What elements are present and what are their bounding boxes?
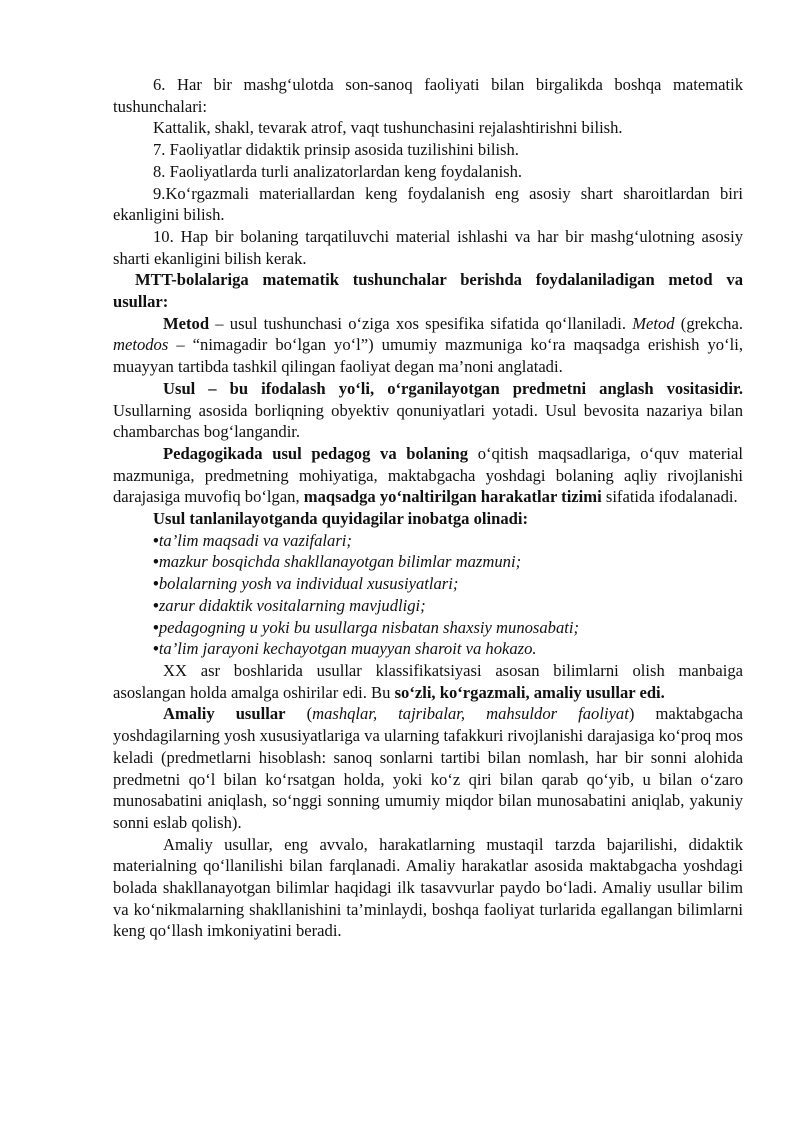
bullet-item: •pedagogning u yoki bu usullarga nisbatan shaxsiy munosabati;: [153, 617, 580, 637]
bullet-icon: •: [153, 530, 159, 550]
metod-paragraph: [113, 313, 743, 378]
metod-term-italic: Metod: [632, 313, 675, 333]
list-item-10: 10. Hap bir bolaning tarqatiluvchi material ishlashi va har bir mashg‘ulotning asosiy sharti ekanligini bilish kerak.: [113, 226, 743, 268]
xx-bold: so‘zli, ko‘rgazmali, amaliy usullar edi.: [394, 682, 665, 702]
metod-term: Metod: [163, 313, 210, 333]
pedagogika-text-1: o‘qitish maqsadlariga, o‘quv material mazmuniga, predmetning mohiyatiga, maktabgacha yoshdagi bolaning aqliy rivojlanishi darajasiga muvofiq bo‘lgan,: [113, 443, 743, 507]
amaliy-text: ) maktabgacha yoshdagilarning yosh xususiyatlariga va ularning tafakkuri rivojlanishi darajasiga ko‘proq mos keladi (predmetlarni hisoblash: sanoq sonlarni tartibi bilan nomlash, har bir sonni alohida predmetni qo‘l bilan ko‘rsatgan holda, yoki ko‘z qiri bilan qarab qo‘yib, u bilan o‘zaro munosabatini aniqlash, so‘nggi sonning umumiy miqdor bilan munosabatini aniqlab, yakuniy sonni eslab qolish).: [113, 704, 743, 832]
list-item-kattalik: Kattalik, shakl, tevarak atrof, vaqt tushunchasini rejalashtirishni bilish.: [153, 118, 623, 138]
usul-paragraph: [113, 378, 743, 443]
list-item-8: 8. Faoliyatlarda turli analizatorlardan keng foydalanish.: [153, 161, 523, 181]
bullet-item: •zarur didaktik vositalarning mavjudligi;: [153, 595, 426, 615]
xx-text: XX asr boshlarida usullar klassifikatsiyasi asosan bilimlarni olish manbaiga asoslangan holda amalga oshirilar edi. Bu: [113, 660, 743, 702]
document-page: [113, 74, 743, 942]
bullet-item: •mazkur bosqichda shakllanayotgan bilimlar mazmuni;: [153, 552, 522, 572]
amaliy-paragraph: Amaliy usullar (mashqlar, tajribalar, mahsuldor faoliyat) maktabgacha yoshdagilarning yosh xususiyatlariga va ularning tafakkuri rivojlanishi darajasiga ko‘proq mos keladi (predmetlarni hisoblash: sanoq sonlarni tartibi bilan nomlash, har bir sonni alohida predmetni qo‘l bilan ko‘rsatgan holda, yoki ko‘z qiri bilan qarab qo‘yib, u bilan o‘zaro munosabatini aniqlash, so‘nggi sonning umumiy miqdor bilan munosabatini aniqlab, yakuniy sonni eslab qolish).: [113, 704, 743, 832]
amaliy-paragraph-2: Amaliy usullar, eng avvalo, harakatlarning mustaqil tarzda bajarilishi, didaktik materialning qo‘llanilishi bilan farqlanadi. Amaliy harakatlar asosida maktabgacha yoshdagi bolada shakllanayotgan bilimlar haqidagi ilk tasavvurlar paydo bo‘ladi. Amaliy usullar bilim va ko‘nikmalarning shakllanishini ta’minlaydi, boshqa faoliyat turlarida egallangan bilimlarni keng qo‘llash imkoniyatini beradi.: [113, 834, 743, 941]
pedagogika-bold-1: Pedagogikada usul pedagog va bolaning: [163, 443, 469, 463]
pedagogika-bold-2: maqsadga yo‘naltirilgan harakatlar tizimi: [303, 487, 602, 507]
metod-text-3: – “nimagadir bo‘lgan yo‘l”) umumiy mazmuniga ko‘ra maqsadga erishish yo‘li, muayyan tartibda tashkil qilingan faoliyat degan ma’noni anglatadi.: [113, 335, 743, 377]
metod-text-1: – usul tushunchasi o‘ziga xos spesifika sifatida qo‘llaniladi.: [209, 313, 633, 333]
metodos-word: metodos: [113, 335, 169, 355]
list-item-9: 9.Ko‘rgazmali materiallardan keng foydalanish eng asosiy shart sharoitlardan biri ekanligini bilish.: [113, 183, 743, 225]
xx-paragraph: [113, 660, 743, 703]
bullet-item: •ta’lim jarayoni kechayotgan muayyan sharoit va hokazo.: [153, 639, 537, 659]
usul-tanlash-heading: Usul tanlanilayotganda quyidagilar inobatga olinadi:: [153, 509, 529, 529]
bullet-icon: •: [153, 617, 159, 637]
usul-text: Usullarning asosida borliqning obyektiv qonuniyatlari yotadi. Usul bevosita nazariya bilan chambarchas bog‘langandir.: [113, 400, 743, 442]
pedagogika-text-2: sifatida ifodalanadi.: [601, 487, 738, 507]
list-item-7: 7. Faoliyatlar didaktik prinsip asosida tuzilishini bilish.: [153, 140, 519, 160]
bullet-icon: •: [153, 552, 159, 572]
amaliy-italic: mashqlar, tajribalar, mahsuldor faoliyat: [312, 704, 629, 724]
bullet-icon: •: [153, 574, 159, 594]
section-heading: MTT-bolalariga matematik tushunchalar berishda foydalaniladigan metod va usullar:: [113, 270, 743, 312]
metod-text-2: (grekcha.: [674, 313, 743, 333]
bullet-item: •bolalarning yosh va individual xususiyatlari;: [153, 574, 459, 594]
bullet-icon: •: [153, 595, 159, 615]
list-item-6: 6. Har bir mashg‘ulotda son-sanoq faoliyati bilan birgalikda boshqa matematik tushunchalari:: [113, 75, 743, 116]
pedagogika-paragraph: [113, 443, 743, 508]
bullet-item: •ta’lim maqsadi va vazifalari;: [153, 530, 352, 550]
amaliy-term: Amaliy usullar: [163, 704, 286, 724]
bullet-icon: •: [153, 639, 159, 659]
usul-definition: Usul – bu ifodalash yo‘li, o‘rganilayotgan predmetni anglash vositasidir.: [163, 378, 743, 398]
